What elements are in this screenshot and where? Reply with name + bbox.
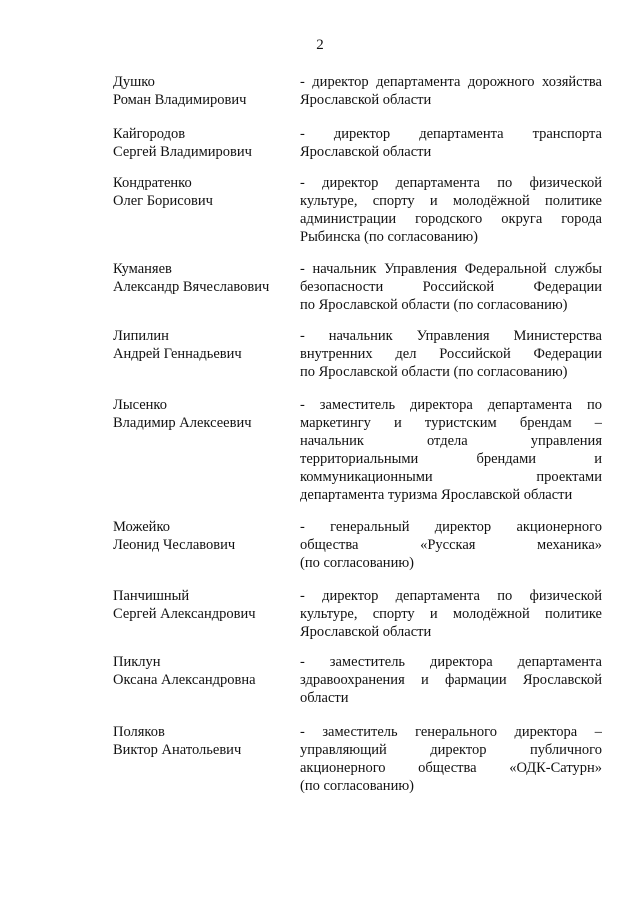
position-line: Ярославской области (300, 92, 432, 108)
member-position (300, 518, 602, 572)
member-position (300, 653, 602, 707)
member-given-names: Владимир Алексеевич (113, 415, 252, 431)
position-line: - начальник Управления Министерства (300, 328, 602, 344)
member-entry (0, 174, 640, 260)
member-position (300, 125, 602, 161)
member-name (113, 327, 293, 363)
position-line: - генеральный директор акционерного (300, 519, 602, 535)
member-position (300, 174, 602, 246)
position-line: - заместитель генерального директора – (300, 724, 602, 740)
member-entry (0, 327, 640, 396)
member-name (113, 518, 293, 554)
member-name (113, 260, 293, 296)
member-surname: Поляков (113, 724, 165, 740)
position-line: Рыбинска (по согласованию) (300, 229, 479, 245)
member-position (300, 327, 602, 381)
member-name (113, 653, 293, 689)
position-line: - директор департамента дорожного хозяйства (300, 74, 602, 90)
member-given-names: Андрей Геннадьевич (113, 346, 242, 362)
position-line: начальник отдела управления (300, 433, 602, 449)
member-list (0, 73, 640, 803)
member-surname: Лысенко (113, 397, 167, 413)
member-position (300, 73, 602, 109)
position-line: культуре, спорту и молодёжной политике (300, 606, 602, 622)
position-line: администрации городского округа города (300, 211, 602, 227)
member-name (113, 723, 293, 759)
member-position (300, 587, 602, 641)
position-line: по Ярославской области (по согласованию) (300, 364, 568, 380)
position-line: внутренних дел Российской Федерации (300, 346, 602, 362)
member-entry (0, 587, 640, 653)
position-line: департамента туризма Ярославской области (300, 487, 573, 503)
position-line: маркетингу и туристским брендам – (300, 415, 602, 431)
position-line: здравоохранения и фармации Ярославской (300, 672, 602, 688)
member-surname: Липилин (113, 328, 169, 344)
member-surname: Можейко (113, 519, 171, 535)
member-surname: Кайгородов (113, 126, 186, 142)
position-line: - заместитель директора департамента по (300, 397, 602, 413)
member-name (113, 174, 293, 210)
position-line: безопасности Российской Федерации (300, 279, 602, 295)
position-line: культуре, спорту и молодёжной политике (300, 193, 602, 209)
member-surname: Панчишный (113, 588, 190, 604)
position-line: общества «Русская механика» (300, 537, 602, 553)
member-surname: Куманяев (113, 261, 172, 277)
position-line: (по согласованию) (300, 555, 414, 571)
member-entry (0, 518, 640, 587)
member-given-names: Александр Вячеславович (113, 279, 270, 295)
member-given-names: Сергей Александрович (113, 606, 256, 622)
position-line: - директор департамента по физической (300, 588, 602, 604)
member-entry (0, 125, 640, 174)
position-line: - начальник Управления Федеральной службы (300, 261, 602, 277)
member-given-names: Роман Владимирович (113, 92, 247, 108)
member-name (113, 587, 293, 623)
position-line: Ярославской области (300, 624, 432, 640)
member-given-names: Сергей Владимирович (113, 144, 252, 160)
page-number: 2 (316, 37, 324, 53)
member-name (113, 125, 293, 161)
position-line: - директор департамента по физической (300, 175, 602, 191)
member-position (300, 260, 602, 314)
position-line: - директор департамента транспорта (300, 126, 602, 142)
member-given-names: Олег Борисович (113, 193, 213, 209)
position-line: территориальными брендами и (300, 451, 602, 467)
member-given-names: Виктор Анатольевич (113, 742, 242, 758)
member-entry (0, 723, 640, 803)
member-entry (0, 396, 640, 518)
member-entry (0, 260, 640, 327)
member-name (113, 73, 293, 109)
member-given-names: Оксана Александровна (113, 672, 256, 688)
member-entry (0, 653, 640, 723)
position-line: Ярославской области (300, 144, 432, 160)
position-line: акционерного общества «ОДК-Сатурн» (300, 760, 602, 776)
position-line: по Ярославской области (по согласованию) (300, 297, 568, 313)
position-line: (по согласованию) (300, 778, 414, 794)
member-entry (0, 73, 640, 125)
member-name (113, 396, 293, 432)
member-position (300, 396, 602, 504)
member-surname: Душко (113, 74, 155, 90)
member-surname: Пиклун (113, 654, 161, 670)
position-line: управляющий директор публичного (300, 742, 602, 758)
member-position (300, 723, 602, 795)
position-line: - заместитель директора департамента (300, 654, 602, 670)
member-surname: Кондратенко (113, 175, 192, 191)
position-line: коммуникационными проектами (300, 469, 602, 485)
position-line: области (300, 690, 349, 706)
member-given-names: Леонид Чеславович (113, 537, 236, 553)
